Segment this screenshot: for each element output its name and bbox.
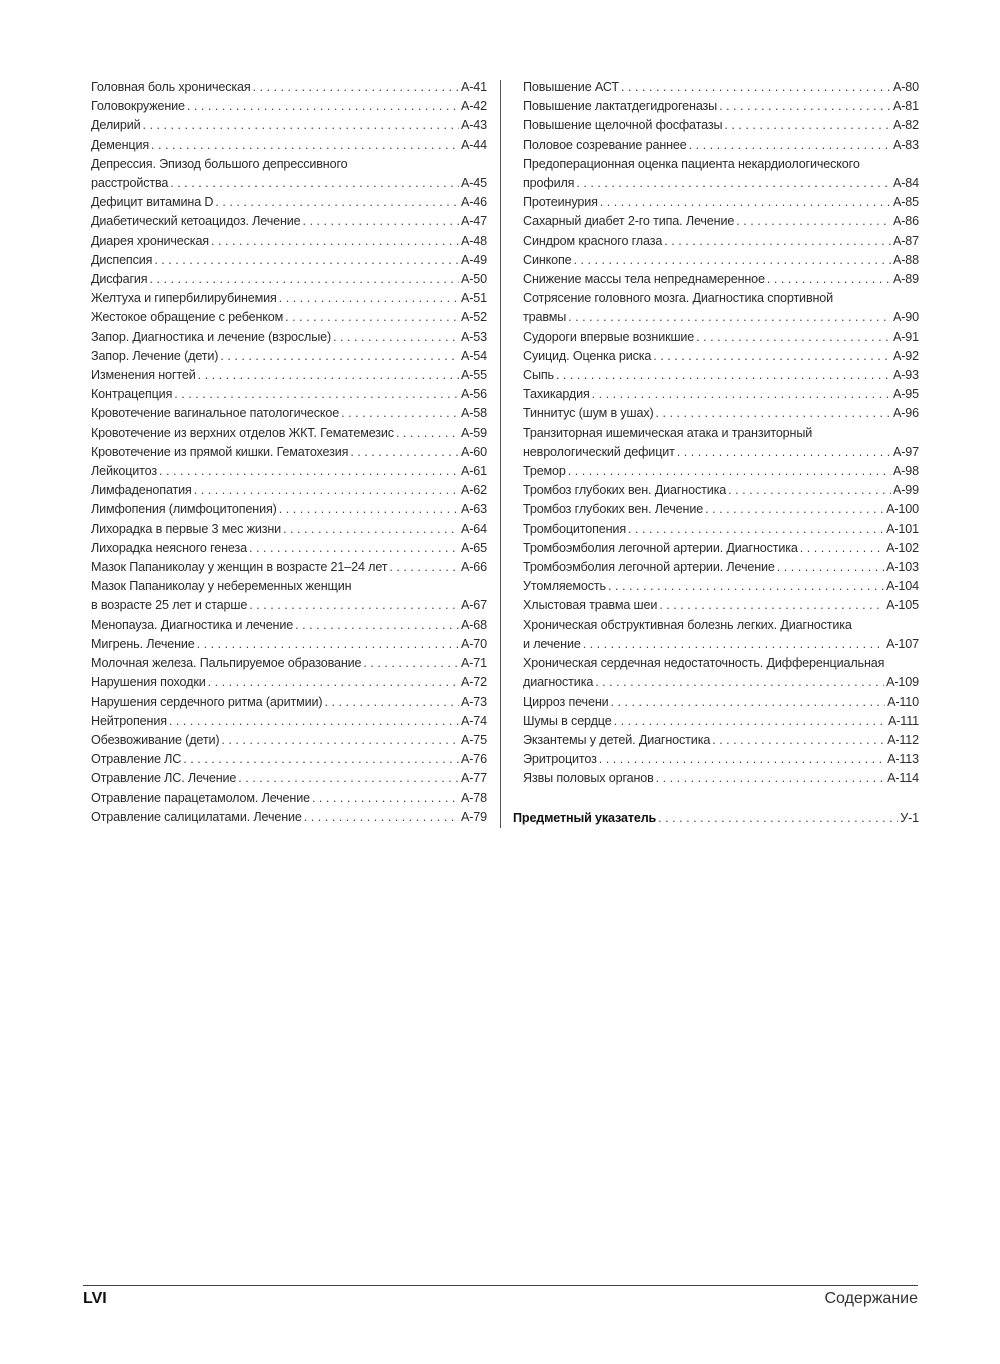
dot-leader: [283, 520, 459, 539]
dot-leader: [221, 731, 459, 750]
toc-entry[interactable]: [91, 136, 487, 155]
toc-entry-page: A-93: [892, 368, 919, 383]
dot-leader: [595, 673, 884, 692]
toc-entry-page: A-55: [460, 368, 487, 383]
toc-entry[interactable]: [523, 136, 919, 155]
toc-entry-title-line: Транзиторная ишемическая атака и транзиторный: [523, 425, 813, 440]
toc-entry-title: Запор. Лечение (дети): [91, 348, 219, 363]
toc-entry-page: A-87: [892, 233, 919, 248]
running-section-title: Содержание: [824, 1290, 918, 1307]
toc-entry[interactable]: [91, 500, 487, 519]
dot-leader: [249, 539, 459, 558]
dot-leader: [568, 462, 891, 481]
toc-entry-title: Запор. Диагностика и лечение (взрослые): [91, 329, 332, 344]
toc-entry[interactable]: [91, 789, 487, 808]
toc-entry-title: Тромбоз глубоких вен. Лечение: [523, 502, 704, 517]
toc-entry-title: расстройства: [91, 176, 169, 191]
toc-entry-page: A-101: [886, 521, 919, 536]
toc-entry-title: Экзантемы у детей. Диагностика: [523, 732, 711, 747]
toc-entry[interactable]: [91, 577, 487, 615]
toc-entry[interactable]: [523, 347, 919, 366]
toc-entry-title: Цирроз печени: [523, 694, 609, 709]
toc-entry[interactable]: [91, 616, 487, 635]
toc-entry-title: и лечение: [523, 636, 581, 651]
toc-entry[interactable]: [91, 424, 487, 443]
toc-entry[interactable]: [523, 270, 919, 289]
dot-leader: [187, 97, 459, 116]
toc-entry-title: Диспепсия: [91, 252, 153, 267]
toc-entry-title: Лейкоцитоз: [91, 464, 157, 479]
toc-entry[interactable]: [523, 539, 919, 558]
toc-entry-title: Повышение лактатдегидрогеназы: [523, 99, 718, 114]
toc-entry[interactable]: [91, 673, 487, 692]
dot-leader: [628, 520, 884, 539]
toc-entry-page: A-95: [892, 387, 919, 402]
toc-entry-title: Синдром красного глаза: [523, 233, 663, 248]
toc-entry-title-line: Хроническая обструктивная болезнь легких. Диагностика: [523, 617, 852, 632]
toc-entry[interactable]: [91, 193, 487, 212]
dot-leader: [724, 116, 891, 135]
toc-entry-title: Тремор: [523, 464, 566, 479]
toc-entry[interactable]: [91, 635, 487, 654]
toc-entry[interactable]: [523, 424, 919, 462]
toc-entry[interactable]: [523, 289, 919, 327]
toc-entry-title: Язвы половых органов: [523, 771, 654, 786]
toc-entry-page: A-41: [460, 80, 487, 94]
toc-entry-page: A-50: [460, 272, 487, 287]
dot-leader: [159, 462, 459, 481]
dot-leader: [705, 500, 884, 519]
dot-leader: [653, 347, 891, 366]
toc-entry-title: Головная боль хроническая: [91, 80, 251, 94]
toc-entry[interactable]: [91, 808, 487, 827]
toc-entry[interactable]: [523, 328, 919, 347]
toc-entry-title-line: Хроническая сердечная недостаточность. Дифференциальная: [523, 656, 885, 671]
toc-entry-page: A-65: [460, 540, 487, 555]
toc-entry[interactable]: [91, 270, 487, 289]
dot-leader: [215, 193, 459, 212]
toc-entry-title: Делирий: [91, 118, 141, 133]
toc-entry-title: Тиннитус (шум в ушах): [523, 406, 654, 421]
toc-entry-page: A-113: [887, 752, 919, 767]
toc-entry-title: Отравление парацетамолом. Лечение: [91, 790, 310, 805]
toc-entry[interactable]: [91, 97, 487, 116]
toc-entry-title: Лимфопения (лимфоцитопения): [91, 502, 277, 517]
toc-entry-title: Дисфагия: [91, 272, 148, 287]
dot-leader: [712, 731, 885, 750]
dot-leader: [800, 539, 884, 558]
toc-entry-page: A-81: [892, 99, 919, 114]
dot-leader: [767, 270, 891, 289]
toc-entry-page: A-89: [892, 272, 919, 287]
dot-leader: [253, 78, 459, 97]
dot-leader: [556, 366, 891, 385]
toc-entry-page: A-70: [460, 636, 487, 651]
dot-leader: [396, 424, 459, 443]
toc-entry-title: Менопауза. Диагностика и лечение: [91, 617, 294, 632]
toc-entry-title: диагностика: [523, 675, 594, 690]
dot-leader: [198, 366, 459, 385]
toc-entry-title: Изменения ногтей: [91, 368, 196, 383]
toc-entry-page: A-61: [460, 464, 487, 479]
toc-entry[interactable]: [91, 289, 487, 308]
toc-entry-title: Жестокое обращение с ребенком: [91, 310, 284, 325]
dot-leader: [621, 78, 891, 97]
dot-leader: [170, 174, 459, 193]
toc-entry-page: A-71: [460, 656, 487, 671]
toc-entry-page: A-75: [460, 732, 487, 747]
dot-leader: [614, 712, 886, 731]
toc-entry[interactable]: [91, 712, 487, 731]
toc-entry-page: A-53: [460, 329, 487, 344]
toc-entry-title: Тромбоцитопения: [523, 521, 626, 536]
dot-leader: [599, 750, 885, 769]
subject-index-entry[interactable]: [513, 809, 919, 828]
toc-entry-page: A-62: [460, 483, 487, 498]
toc-entry-title-line: Сотрясение головного мозга. Диагностика спортивной: [523, 291, 834, 306]
toc-entry-page: A-90: [892, 310, 919, 325]
toc-entry[interactable]: [91, 654, 487, 673]
toc-entry-page: A-51: [460, 291, 487, 306]
toc-entry-page: A-102: [886, 540, 919, 555]
toc-entry-page: A-83: [892, 137, 919, 152]
toc-entry-page: A-109: [886, 675, 919, 690]
dot-leader: [659, 596, 884, 615]
toc-entry-title: Молочная железа. Пальпируемое образование: [91, 656, 362, 671]
dot-leader: [576, 174, 891, 193]
dot-leader: [154, 251, 459, 270]
toc-entry-title: Предметный указатель: [513, 810, 657, 825]
toc-entry-title: Синкопе: [523, 252, 572, 267]
toc-entry-title: Эритроцитоз: [523, 752, 597, 767]
dot-leader: [736, 212, 891, 231]
dot-leader: [600, 193, 891, 212]
toc-entry[interactable]: [523, 712, 919, 731]
toc-entry-title: Лимфаденопатия: [91, 483, 192, 498]
toc-entry-page: A-49: [460, 252, 487, 267]
toc-entry-page: A-99: [892, 483, 919, 498]
dot-leader: [611, 693, 886, 712]
toc-entry[interactable]: [91, 520, 487, 539]
toc-entry-title: Деменция: [91, 137, 150, 152]
dot-leader: [143, 116, 459, 135]
toc-entry-page: A-48: [460, 233, 487, 248]
toc-entry-title-line: Депрессия. Эпизод большого депрессивного: [91, 156, 348, 171]
toc-entry[interactable]: [523, 366, 919, 385]
toc-entry[interactable]: [523, 558, 919, 577]
toc-entry-page: A-105: [886, 598, 919, 613]
toc-entry[interactable]: [523, 193, 919, 212]
toc-entry[interactable]: [523, 116, 919, 135]
toc-entry-title: Снижение массы тела непреднамеренное: [523, 272, 765, 287]
toc-entry-page: A-84: [892, 176, 919, 191]
toc-entry[interactable]: [91, 462, 487, 481]
toc-entry[interactable]: [523, 97, 919, 116]
toc-entry[interactable]: [91, 558, 487, 577]
toc-entry[interactable]: [523, 750, 919, 769]
toc-entry[interactable]: [91, 693, 487, 712]
toc-entry-title: Протеинурия: [523, 195, 598, 210]
toc-entry[interactable]: [523, 769, 919, 788]
spacer: [523, 789, 919, 809]
dot-leader: [312, 789, 459, 808]
toc-entry[interactable]: [91, 769, 487, 788]
toc-entry-page: A-76: [460, 752, 487, 767]
toc-entry[interactable]: [91, 443, 487, 462]
toc-entry-title: Утомляемость: [523, 579, 606, 594]
toc-entry-title: Желтуха и гипербилирубинемия: [91, 291, 277, 306]
dot-leader: [568, 308, 891, 327]
toc-entry-title: травмы: [523, 310, 567, 325]
toc-entry-title: Нарушения походки: [91, 675, 206, 690]
toc-entry-page: A-92: [892, 348, 919, 363]
toc-entry-page: A-97: [892, 444, 919, 459]
toc-entry-title: Шумы в сердце: [523, 713, 612, 728]
toc-entry[interactable]: [523, 654, 919, 692]
toc-entry-page: A-110: [887, 694, 919, 709]
toc-entry-page: A-82: [892, 118, 919, 133]
toc-entry[interactable]: [523, 500, 919, 519]
dot-leader: [197, 635, 459, 654]
toc-entry-title: Лихорадка в первые 3 мес жизни: [91, 521, 282, 536]
dot-leader: [696, 328, 891, 347]
toc-entry-page: A-77: [460, 771, 487, 786]
toc-entry[interactable]: [523, 462, 919, 481]
toc-entry-page: A-88: [892, 252, 919, 267]
toc-right-column: [513, 78, 919, 828]
toc-entry-title: Головокружение: [91, 99, 185, 114]
dot-leader: [350, 443, 459, 462]
toc-entry[interactable]: [91, 78, 487, 97]
toc-entry-title: Контрацепция: [91, 387, 173, 402]
toc-entry[interactable]: [523, 596, 919, 615]
toc-entry-title: Диарея хроническая: [91, 233, 209, 248]
dot-leader: [583, 635, 884, 654]
toc-entry-page: A-47: [460, 214, 487, 229]
toc-entry-title: Тахикардия: [523, 387, 590, 402]
toc-entry[interactable]: [91, 232, 487, 251]
toc-entry[interactable]: [91, 731, 487, 750]
dot-leader: [174, 385, 459, 404]
toc-entry-title: Диабетический кетоацидоз. Лечение: [91, 214, 301, 229]
toc-entry-title: Дефицит витамина D: [91, 195, 214, 210]
toc-entry-title: Суицид. Оценка риска: [523, 348, 652, 363]
toc-entry-title: Кровотечение из прямой кишки. Гематохезия: [91, 444, 349, 459]
toc-entry-page: A-79: [460, 809, 487, 824]
toc-entry-title-line: Мазок Папаниколау у небеременных женщин: [91, 579, 352, 594]
toc-entry[interactable]: [523, 693, 919, 712]
toc-entry-title: Отравление ЛС. Лечение: [91, 771, 237, 786]
toc-entry-page: A-111: [888, 713, 919, 728]
toc-entry-title: Кровотечение из верхних отделов ЖКТ. Гематемезис: [91, 425, 394, 440]
toc-entry[interactable]: [523, 232, 919, 251]
toc-entry-title: Судороги впервые возникшие: [523, 329, 695, 344]
toc-entry-page: A-107: [886, 636, 919, 651]
toc-entry-page: A-74: [460, 713, 487, 728]
toc-entry-title: Нейтропения: [91, 713, 167, 728]
toc-entry-page: A-67: [460, 598, 487, 613]
toc-entry-title: Повышение щелочной фосфатазы: [523, 118, 723, 133]
dot-leader: [574, 251, 891, 270]
dot-leader: [183, 750, 459, 769]
toc-entry-page: A-72: [460, 675, 487, 690]
toc-entry[interactable]: [91, 308, 487, 327]
toc-entry-page: A-80: [892, 80, 919, 94]
toc-entry[interactable]: [523, 212, 919, 231]
toc-entry-title: Отравление ЛС: [91, 752, 182, 767]
toc-entry[interactable]: [523, 616, 919, 654]
toc-entry-page: A-59: [460, 425, 487, 440]
toc-entry-page: A-43: [460, 118, 487, 133]
toc-entry-title: Повышение АСТ: [523, 80, 619, 94]
toc-entry[interactable]: [91, 116, 487, 135]
dot-leader: [149, 270, 459, 289]
toc-entry[interactable]: [91, 155, 487, 193]
column-divider: [500, 80, 501, 828]
toc-entry[interactable]: [91, 385, 487, 404]
page-number: LVI: [83, 1290, 107, 1307]
toc-entry-title: Отравление салицилатами. Лечение: [91, 809, 302, 824]
toc-entry-page: A-73: [460, 694, 487, 709]
toc-entry-title-line: Предоперационная оценка пациента некардиологического: [523, 156, 860, 171]
toc-entry-page: A-45: [460, 176, 487, 191]
toc-entry-title: Тромбоз глубоких вен. Диагностика: [523, 483, 727, 498]
dot-leader: [333, 328, 459, 347]
toc-entry-title: Половое созревание раннее: [523, 137, 687, 152]
toc-entry-page: A-68: [460, 617, 487, 632]
toc-entry-page: A-44: [460, 137, 487, 152]
toc-entry-title: неврологический дефицит: [523, 444, 675, 459]
toc-left-column: [91, 78, 487, 827]
toc-entry[interactable]: [523, 251, 919, 270]
toc-entry-page: A-103: [886, 560, 919, 575]
toc-entry-page: A-98: [892, 464, 919, 479]
toc-entry[interactable]: [523, 577, 919, 596]
toc-entry-title: Мазок Папаниколау у женщин в возрасте 21–24 лет: [91, 560, 388, 575]
toc-entry[interactable]: [523, 78, 919, 97]
footer-rule: [83, 1285, 918, 1286]
toc-entry-title: Тромбоэмболия легочной артерии. Диагностика: [523, 540, 798, 555]
dot-leader: [608, 577, 884, 596]
toc-entry-page: A-60: [460, 444, 487, 459]
toc-entry-title: Сыпь: [523, 368, 554, 383]
toc-entry-title: Мигрень. Лечение: [91, 636, 195, 651]
dot-leader: [279, 500, 459, 519]
toc-entry[interactable]: [91, 212, 487, 231]
toc-entry[interactable]: [523, 385, 919, 404]
dot-leader: [777, 558, 884, 577]
toc-entry-title: Хлыстовая травма шеи: [523, 598, 658, 613]
toc-entry-page: A-58: [460, 406, 487, 421]
toc-entry-title: Тромбоэмболия легочной артерии. Лечение: [523, 560, 775, 575]
toc-entry[interactable]: [91, 366, 487, 385]
toc-entry[interactable]: [91, 481, 487, 500]
toc-entry[interactable]: [523, 404, 919, 423]
toc-entry-title: Нарушения сердечного ритма (аритмии): [91, 694, 323, 709]
dot-leader: [169, 712, 459, 731]
toc-entry-page: A-78: [460, 790, 487, 805]
toc-entry-page: A-66: [460, 560, 487, 575]
toc-entry-title: Лихорадка неясного генеза: [91, 540, 247, 555]
dot-leader: [194, 481, 459, 500]
dot-leader: [208, 673, 459, 692]
toc-entry[interactable]: [523, 155, 919, 193]
toc-entry[interactable]: [523, 731, 919, 750]
toc-entry-page: A-104: [886, 579, 919, 594]
dot-leader: [664, 232, 891, 251]
toc-entry-title: профиля: [523, 176, 575, 191]
dot-leader: [238, 769, 459, 788]
toc-entry[interactable]: [91, 404, 487, 423]
dot-leader: [249, 596, 459, 615]
dot-leader: [677, 443, 891, 462]
toc-entry-page: A-64: [460, 521, 487, 536]
toc-entry-page: A-63: [460, 502, 487, 517]
dot-leader: [656, 769, 885, 788]
dot-leader: [285, 308, 459, 327]
toc-entry-title: Сахарный диабет 2-го типа. Лечение: [523, 214, 735, 229]
dot-leader: [389, 558, 459, 577]
dot-leader: [151, 136, 459, 155]
dot-leader: [303, 212, 459, 231]
dot-leader: [324, 693, 459, 712]
dot-leader: [658, 809, 898, 828]
toc-entry-page: A-46: [460, 195, 487, 210]
dot-leader: [295, 616, 459, 635]
toc-entry-page: A-52: [460, 310, 487, 325]
dot-leader: [341, 404, 459, 423]
toc-entry[interactable]: [91, 347, 487, 366]
dot-leader: [656, 404, 891, 423]
toc-entry-page: A-86: [892, 214, 919, 229]
dot-leader: [689, 136, 891, 155]
dot-leader: [719, 97, 891, 116]
dot-leader: [363, 654, 459, 673]
toc-entry-page: У-1: [900, 810, 919, 825]
dot-leader: [211, 232, 459, 251]
toc-entry-page: A-85: [892, 195, 919, 210]
toc-entry-page: A-42: [460, 99, 487, 114]
toc-entry-page: A-112: [887, 732, 919, 747]
toc-entry[interactable]: [523, 520, 919, 539]
toc-entry-page: A-100: [886, 502, 919, 517]
toc-entry-page: A-56: [460, 387, 487, 402]
dot-leader: [728, 481, 891, 500]
toc-entry[interactable]: [91, 251, 487, 270]
toc-entry[interactable]: [91, 539, 487, 558]
toc-entry-page: A-91: [892, 329, 919, 344]
toc-entry[interactable]: [91, 750, 487, 769]
toc-entry-title: Кровотечение вагинальное патологическое: [91, 406, 340, 421]
toc-entry-page: A-114: [887, 771, 919, 786]
toc-entry-page: A-96: [892, 406, 919, 421]
toc-entry[interactable]: [91, 328, 487, 347]
dot-leader: [304, 808, 459, 827]
toc-entry-title: в возрасте 25 лет и старше: [91, 598, 248, 613]
toc-entry-title: Обезвоживание (дети): [91, 732, 220, 747]
toc-entry[interactable]: [523, 481, 919, 500]
dot-leader: [220, 347, 459, 366]
toc-entry-page: A-54: [460, 348, 487, 363]
dot-leader: [279, 289, 459, 308]
dot-leader: [592, 385, 891, 404]
